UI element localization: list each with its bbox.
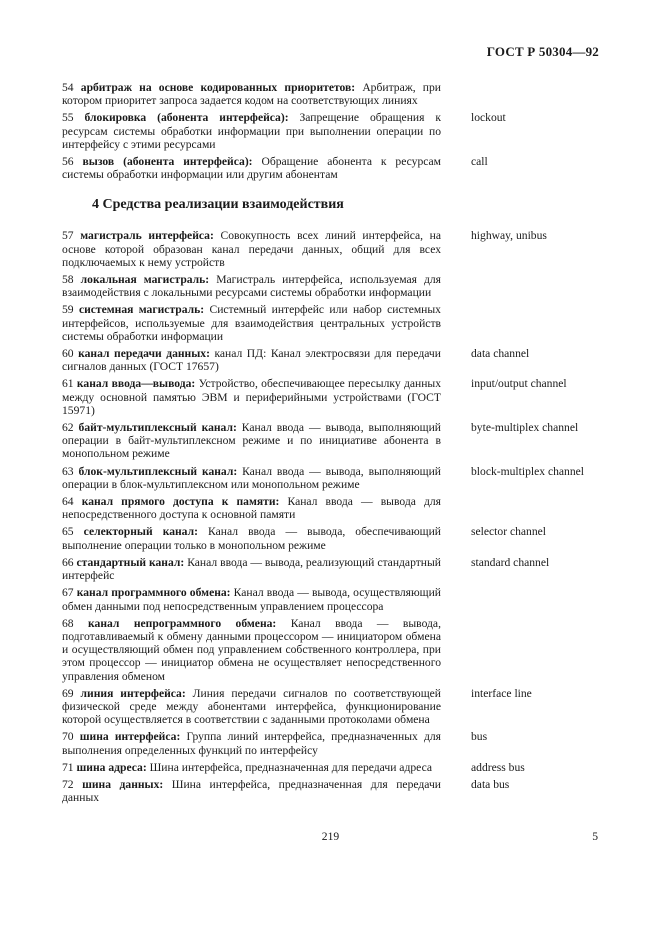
term-text xyxy=(62,421,441,461)
term-definition: Канал ввода — вывода, реализующий стандартный интерфейс xyxy=(62,555,441,583)
term-entry xyxy=(62,586,602,612)
term-name: магистраль интерфейса: xyxy=(80,229,214,243)
term-definition: Линия передачи сигналов по соответствующей физической среде между абонентами интерфейса, функционирование которой осуществляется в соответствии с заданными протоколами обмена xyxy=(62,686,441,727)
terms-list xyxy=(62,81,602,808)
term-text xyxy=(62,155,441,181)
term-text xyxy=(62,617,441,683)
term-entry xyxy=(62,273,602,299)
term-entry xyxy=(62,81,602,107)
term-english-equivalent: call xyxy=(471,155,488,169)
term-english-equivalent: address bus xyxy=(471,760,525,774)
term-english-equivalent: lockout xyxy=(471,111,506,125)
term-entry xyxy=(62,730,602,756)
term-entry xyxy=(62,465,602,491)
term-name: системная магистраль: xyxy=(78,303,205,317)
term-text xyxy=(62,347,441,373)
sheet-number: 5 xyxy=(592,830,598,843)
term-number: 55 xyxy=(62,111,74,125)
term-definition: Шина интерфейса, предназначенная для передачи данных xyxy=(62,777,441,805)
term-text xyxy=(62,761,441,774)
term-text xyxy=(62,525,441,551)
term-number: 58 xyxy=(62,273,74,287)
term-text xyxy=(62,111,441,151)
term-definition: Запрещение обращения к ресурсам системы обработки информации при выполнении операции по интерфейсу с этими ресурсами xyxy=(62,111,441,151)
term-entry xyxy=(62,303,602,343)
term-text xyxy=(62,377,441,417)
term-english-equivalent: highway, unibus xyxy=(471,229,547,243)
term-number: 57 xyxy=(62,229,74,243)
term-entry xyxy=(62,525,602,551)
term-definition: Шина интерфейса, предназначенная для передачи адреса xyxy=(149,760,433,774)
term-name: шина интерфейса: xyxy=(79,730,181,744)
term-entry xyxy=(62,778,602,804)
term-text xyxy=(62,465,441,491)
term-definition: Группа линий интерфейса, предназначенных для выполнения определенных функций по интерфейсу xyxy=(62,730,441,757)
term-definition: Обращение абонента к ресурсам системы обработки информации или другим абонентам xyxy=(62,155,442,182)
term-english-equivalent: standard channel xyxy=(471,555,550,569)
term-number: 70 xyxy=(62,730,74,744)
term-text xyxy=(62,730,441,756)
term-text xyxy=(62,687,441,727)
term-name: блокировка (абонента интерфейса): xyxy=(84,111,289,125)
term-entry xyxy=(62,617,602,683)
term-definition: Канал ввода — вывода, выполняющий операции в блок-мультиплексном или монопольном режиме xyxy=(62,464,441,491)
term-english-equivalent: data channel xyxy=(471,347,530,361)
term-english-equivalent: block-multiplex channel xyxy=(471,464,585,478)
term-number: 56 xyxy=(62,155,74,169)
term-name: канал прямого доступа к памяти: xyxy=(81,495,280,509)
term-entry xyxy=(62,229,602,269)
term-definition: Канал ввода — вывода, осуществляющий обмен данными под непосредственным управлением процессора xyxy=(62,586,442,613)
term-english-equivalent: data bus xyxy=(471,777,510,791)
term-english-equivalent: bus xyxy=(471,730,488,744)
term-text xyxy=(62,586,441,612)
term-number: 71 xyxy=(62,760,74,774)
term-english-equivalent: input/output channel xyxy=(471,377,567,391)
terms-group-before xyxy=(62,81,602,181)
term-english-equivalent: interface line xyxy=(471,686,532,700)
term-name: шина данных: xyxy=(82,777,164,791)
term-name: шина адреса: xyxy=(76,760,147,774)
term-number: 65 xyxy=(62,525,74,539)
term-number: 63 xyxy=(62,464,74,478)
term-name: арбитраж на основе кодированных приоритетов: xyxy=(80,81,356,94)
term-number: 66 xyxy=(62,555,74,569)
term-entry xyxy=(62,421,602,461)
term-name: локальная магистраль: xyxy=(80,273,210,287)
term-number: 61 xyxy=(62,377,74,391)
term-entry xyxy=(62,761,602,774)
term-number: 59 xyxy=(62,303,74,317)
term-number: 60 xyxy=(62,347,74,361)
term-number: 72 xyxy=(62,777,74,791)
term-name: стандартный канал: xyxy=(76,555,185,569)
term-definition: Канал ввода — вывода, подготавливаемый к обмену данными процессором — инициатором обмена и осуществляющий обмен под управлением собственного контроллера, при этом процессор — инициатор обмена не осуществляет непосредственного управления обменом xyxy=(62,616,441,683)
term-entry xyxy=(62,155,602,181)
term-definition: Магистраль интерфейса, используемая для взаимодействия с локальными ресурсами системы обработки информации xyxy=(62,273,441,300)
term-entry xyxy=(62,495,602,521)
term-entry xyxy=(62,377,602,417)
term-definition: канал ПД: Канал электросвязи для передачи сигналов данных (ГОСТ 17657) xyxy=(62,347,441,374)
term-number: 64 xyxy=(62,495,74,509)
term-entry xyxy=(62,111,602,151)
term-text xyxy=(62,778,441,804)
term-definition: Устройство, обеспечивающее пересылку данных между основной памятью ЭВМ и периферийными устройствами (ГОСТ 15971) xyxy=(62,377,441,417)
term-text xyxy=(62,495,441,521)
term-entry xyxy=(62,556,602,582)
term-text xyxy=(62,229,441,269)
page-number: 219 xyxy=(321,830,340,843)
document-header: ГОСТ Р 50304—92 xyxy=(486,44,599,59)
term-number: 68 xyxy=(62,616,74,630)
section-heading: 4 Средства реализации взаимодействия xyxy=(92,197,344,213)
term-text xyxy=(62,556,441,582)
term-entry xyxy=(62,347,602,373)
term-english-equivalent: byte-multiplex channel xyxy=(471,421,579,435)
term-text xyxy=(62,303,441,343)
term-definition: Канал ввода — вывода, выполняющий операции в байт-мультиплексном режиме и по инициативе абонента в монопольном режиме xyxy=(62,421,441,461)
term-name: канал передачи данных: xyxy=(78,347,210,361)
term-name: блок-мультиплексный канал: xyxy=(78,464,238,478)
term-english-equivalent: selector channel xyxy=(471,525,546,539)
term-name: канал программного обмена: xyxy=(76,586,231,600)
term-name: байт-мультиплексный канал: xyxy=(78,421,237,435)
term-text xyxy=(62,81,441,107)
term-number: 54 xyxy=(62,81,74,94)
term-name: канал непрограммного обмена: xyxy=(88,616,277,630)
term-number: 69 xyxy=(62,686,74,700)
term-name: линия интерфейса: xyxy=(80,686,186,700)
term-definition: Арбитраж, при котором приоритет запроса задается кодом на соответствующих линиях xyxy=(62,81,442,108)
term-definition: Канал ввода — вывода, обеспечивающий выполнение операции только в монопольном режиме xyxy=(62,525,441,552)
term-definition: Системный интерфейс или набор системных интерфейсов, используемые для взаимодействия центральных устройств системы обработки информации xyxy=(62,303,441,343)
term-entry xyxy=(62,687,602,727)
term-name: вызов (абонента интерфейса): xyxy=(82,155,253,169)
term-number: 62 xyxy=(62,421,74,435)
term-name: селекторный канал: xyxy=(83,525,198,539)
terms-group-after xyxy=(62,229,602,804)
term-definition: Канал ввода — вывода для непосредственного доступа к основной памяти xyxy=(62,495,441,522)
term-number: 67 xyxy=(62,586,74,600)
term-text xyxy=(62,273,441,299)
term-name: канал ввода—вывода: xyxy=(76,377,196,391)
term-definition: Совокупность всех линий интерфейса, на основе которой образован канал передачи данных, общий для всех подключаемых к нему устройств xyxy=(62,229,442,269)
